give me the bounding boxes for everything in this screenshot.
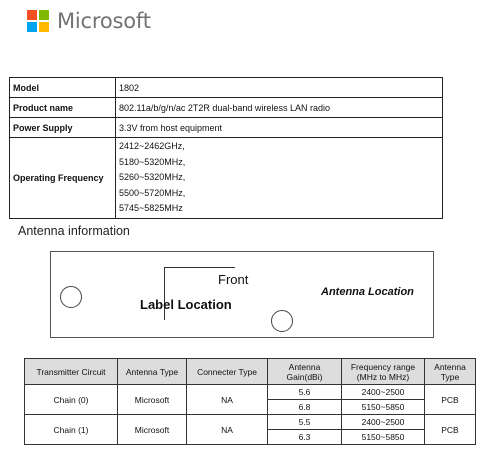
chain-range: 5150~5850: [342, 400, 425, 415]
header-transmitter-circuit: Transmitter Circuit: [25, 359, 118, 385]
frequency-value: 5500~5720MHz,: [119, 187, 186, 198]
mounting-hole-left: [60, 286, 82, 308]
frequency-list: [116, 138, 443, 219]
chain-gain: 5.5: [268, 415, 342, 430]
chain-connector: NA: [187, 385, 268, 415]
spec-value: 3.3V from host equipment: [116, 118, 443, 138]
chain-gain: 6.3: [268, 430, 342, 445]
spec-key: Power Supply: [10, 118, 116, 138]
header-frequency-range: Frequency range (MHz to MHz): [342, 359, 425, 385]
chain-antenna-kind: PCB: [425, 415, 476, 445]
chain-gain: 5.6: [268, 385, 342, 400]
label-location-text: Label Location: [140, 297, 232, 312]
spec-key: Model: [10, 78, 116, 98]
spec-value: 802.11a/b/g/n/ac 2T2R dual-band wireless LAN radio: [116, 98, 443, 118]
logo-square-green: [39, 10, 49, 20]
table-row: [25, 385, 476, 400]
spec-row-model: [10, 78, 443, 98]
header-connecter-type: Connecter Type: [187, 359, 268, 385]
antenna-information-heading: Antenna information: [18, 224, 130, 238]
spec-row-frequency: [10, 138, 443, 219]
logo-text: Microsoft: [57, 9, 151, 33]
spec-table: [9, 77, 443, 219]
chain-antenna-type: Microsoft: [118, 415, 187, 445]
logo-square-yellow: [39, 22, 49, 32]
chain-range: 5150~5850: [342, 430, 425, 445]
antenna-table-header: [25, 359, 476, 385]
logo-square-blue: [27, 22, 37, 32]
antenna-location-text: Antenna Location: [321, 286, 414, 298]
chain-range: 2400~2500: [342, 385, 425, 400]
frequency-value: 5260~5320MHz,: [119, 172, 186, 182]
spec-key: Product name: [10, 98, 116, 118]
chain-range: 2400~2500: [342, 415, 425, 430]
header-antenna-type-2: Antenna Type: [425, 359, 476, 385]
front-label: Front: [218, 272, 249, 287]
spec-key: Operating Frequency: [10, 138, 116, 219]
antenna-table: [24, 358, 476, 445]
header-antenna-type: Antenna Type: [118, 359, 187, 385]
chain-antenna-type: Microsoft: [118, 385, 187, 415]
microsoft-logo: [27, 9, 151, 33]
header-antenna-gain: Antenna Gain(dBi): [268, 359, 342, 385]
spec-row-product-name: [10, 98, 443, 118]
chain-antenna-kind: PCB: [425, 385, 476, 415]
frequency-value: 5745~5825MHz: [119, 203, 183, 213]
frequency-value: 2412~2462GHz,: [119, 141, 185, 151]
spec-row-power-supply: [10, 118, 443, 138]
table-row: [25, 415, 476, 430]
chain-connector: NA: [187, 415, 268, 445]
chain-circuit: Chain (1): [25, 415, 118, 445]
logo-square-red: [27, 10, 37, 20]
chain-circuit: Chain (0): [25, 385, 118, 415]
spec-value: 1802: [116, 78, 443, 98]
mounting-hole-right: [271, 310, 293, 332]
frequency-value: 5180~5320MHz,: [119, 156, 186, 167]
microsoft-logo-icon: [27, 10, 49, 32]
chain-gain: 6.8: [268, 400, 342, 415]
label-location-diagram: [50, 251, 434, 338]
